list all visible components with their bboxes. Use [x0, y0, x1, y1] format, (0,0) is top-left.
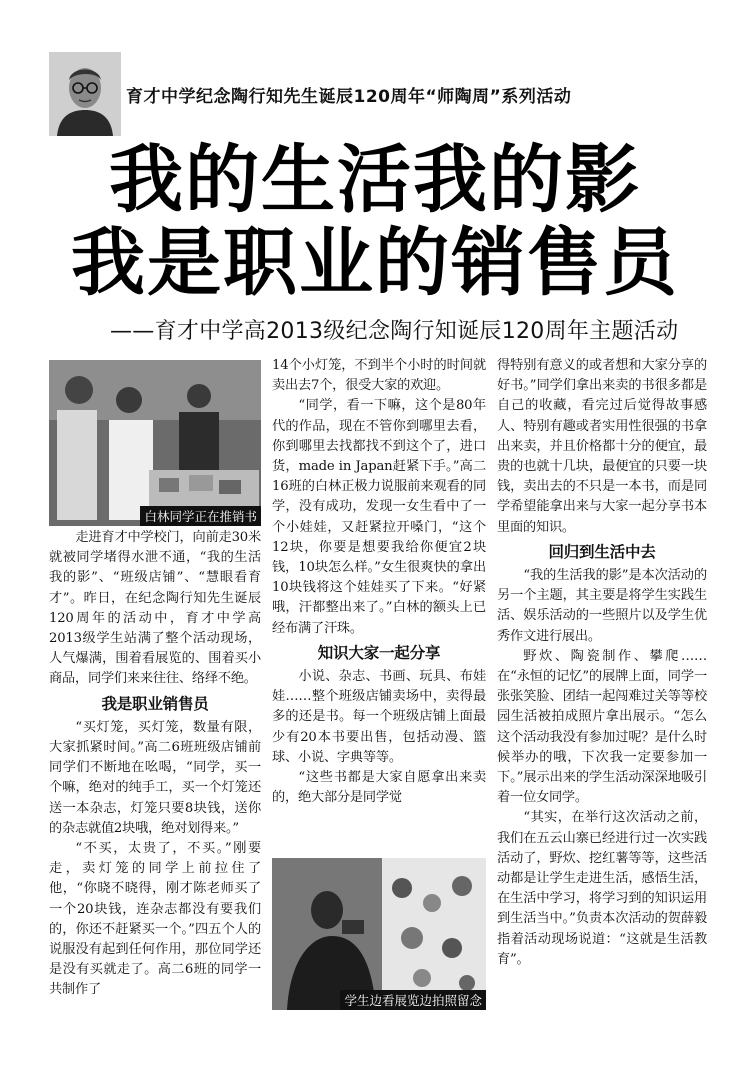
paragraph: 14个小灯笼，不到半个小时的时间就卖出去7个，很受大家的欢迎。 [272, 358, 486, 394]
photo-caption: 学生边看展览边拍照留念 [340, 990, 486, 1010]
paragraph: 野炊、陶瓷制作、攀爬……在“永恒的记忆”的展牌上面，同学一张张笑脸、团结一起闯难过关等等校园生活被拍成照片拿出展示。“怎么这个活动我没有参加过呢？是什么时候举办的哦，下次我一定要参加一下。”展示出来的学生活动深深地吸引着一位女同学。 [497, 648, 707, 806]
headline-line-2: 我是职业的销售员 [71, 220, 679, 306]
photo-exhibition [272, 858, 486, 1010]
intro-paragraph: 走进育才中学校门，向前走30米就被同学堵得水泄不通，“我的生活我的影”、“班级店铺”、“慧眼看育才”。昨日，在纪念陶行知先生诞辰120周年的活动中，育才中学高2013级学生站满了整个活动现场，人气爆满，围着看展览的、围着买小商品，同学们来来往往、络绎不绝。 [49, 530, 261, 687]
paragraph: “买灯笼，买灯笼，数量有限，大家抓紧时间。”高二6班班级店铺前同学们不断地在吆喝，“同学，买一个嘛，绝对的纯手工，买一个灯笼还送一本杂志，灯笼只要8块钱，送你的杂志就值2块哦，绝对划得来。” [49, 719, 261, 836]
article-column-3 [497, 356, 707, 970]
photo-caption: 白林同学正在推销书 [140, 506, 261, 526]
section-heading: 我是职业销售员 [101, 694, 209, 713]
paragraph: 小说、杂志、书画、玩具、布娃娃……整个班级店铺卖场中，卖得最多的还是书。每一个班级店铺上面最少有20本书要出售，包括动漫、篮球、小说、字典等等。 [272, 669, 486, 765]
paragraph: “其实，在举行这次活动之前，我们在五云山寨已经进行过一次实践活动了，野炊、挖红薯等等，这些活动都是让学生走进生活，感悟生活，在生活中学习，将学习到的知识运用到生活当中。”负责本次活动的贺薛毅指着活动现场说道：“这就是生活教育”。 [497, 810, 707, 967]
portrait-photo [49, 52, 121, 136]
subtitle: ——育才中学高2013级纪念陶行知诞辰120周年主题活动 [110, 319, 679, 344]
section-heading: 回归到生活中去 [548, 542, 656, 561]
paragraph: “不买，太贵了，不买。”刚要走，卖灯笼的同学上前拉住了他，“你晓不晓得，刚才陈老师买了一个20块钱，连杂志都没有要我们的，你还不赶紧买一个。”四五个人的说服没有起到任何作用，那位同学还是没有买就走了。高二6班的同学一共制作了 [49, 841, 261, 998]
article-column-2 [272, 356, 486, 808]
series-kicker: 育才中学纪念陶行知先生诞辰120周年“师陶周”系列活动 [126, 87, 572, 107]
article-column-1 [49, 528, 261, 1001]
section-heading: 知识大家一起分享 [317, 643, 441, 662]
paragraph: “同学，看一下嘛，这个是80年代的作品，现在不管你到哪里去看，你到哪里去找都找不到这个了，进口货，made in Japan赶紧下手。”高二16班的白林正极力说服前来观看的同学，没有成功，发现一女生看中了一个小娃娃，又赶紧拉开嗓门，“这个12块，你要是想要我给你便宜2块钱，10块怎么样。”女生很爽快的拿出10块钱将这个娃娃买了下来。“好紧哦，汗都整出来了。”白林的额头上已经布满了汗珠。 [272, 398, 486, 636]
paragraph: “这些书都是大家自愿拿出来卖的，绝大部分是同学觉 [272, 770, 486, 806]
paragraph: “我的生活我的影”是本次活动的另一个主题，其主要是将学生实践生活、娱乐活动的一些照片以及学生优秀作文进行展出。 [497, 568, 707, 644]
headline-line-1: 我的生活我的影 [109, 137, 641, 223]
paragraph: 得特别有意义的或者想和大家分享的好书。”同学们拿出来卖的书很多都是自己的收藏，看完过后觉得故事感人、特别有趣或者实用性很强的书拿出来卖，并且价格都十分的便宜，最贵的也就十几块，最便宜的只要一块钱，卖出去的不只是一本书，而是同学希望能拿出来与大家一起分享书本里面的知识。 [497, 358, 707, 535]
photo-book-sale [49, 360, 261, 526]
